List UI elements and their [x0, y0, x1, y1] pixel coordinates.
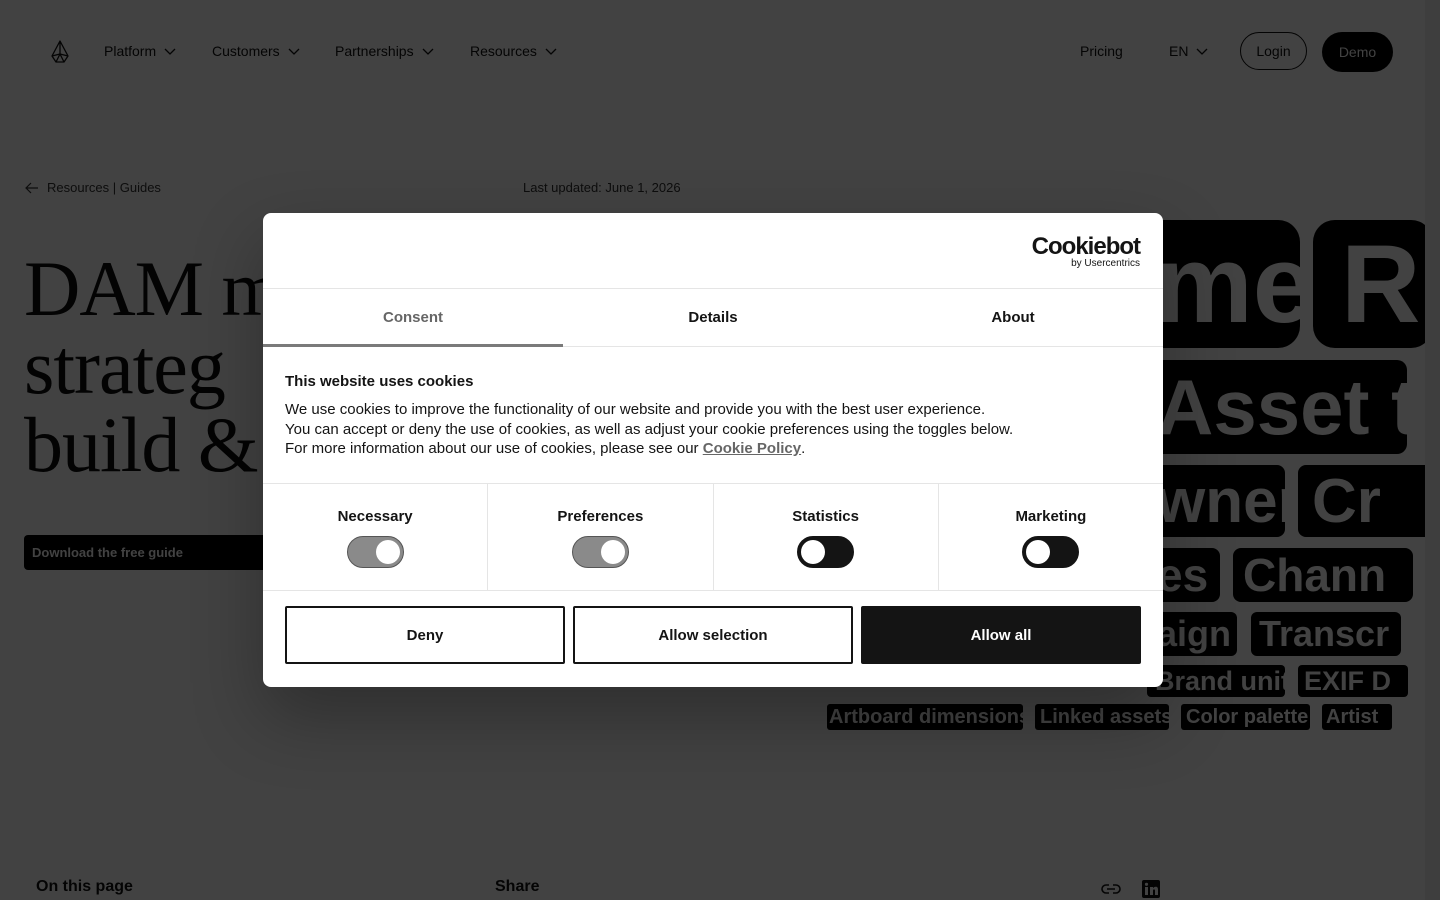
cookiebot-logo[interactable] [1032, 235, 1140, 269]
dialog-actions [263, 591, 1163, 679]
tab-about[interactable]: About [991, 309, 1035, 326]
category-necessary [263, 484, 488, 590]
category-label: Preferences [557, 508, 644, 525]
toggle-knob [801, 540, 825, 564]
tab-details[interactable]: Details [688, 309, 738, 326]
category-statistics [714, 484, 939, 590]
dialog-text [285, 400, 1141, 459]
dialog-heading: This website uses cookies [285, 373, 474, 390]
dialog-text-line: You can accept or deny the use of cookies, as well as adjust your cookie preferences using the toggles below. [285, 420, 1014, 438]
dialog-header [263, 213, 1163, 289]
dialog-body [263, 347, 1163, 484]
cookiebot-logo-sub: by Usercentrics [1071, 258, 1140, 269]
preferences-toggle[interactable] [572, 536, 629, 568]
dialog-text-line: . [801, 440, 806, 457]
dialog-text-line: For more information about our use of cookies, please see our [285, 440, 703, 457]
category-label: Statistics [792, 508, 859, 525]
toggle-knob [376, 540, 400, 564]
category-label: Marketing [1015, 508, 1087, 525]
cookie-policy-link[interactable]: Cookie Policy [702, 440, 802, 457]
cookiebot-logo-brand: Cookiebot [1031, 233, 1140, 260]
dialog-text-line: We use cookies to improve the functionality of our website and provide you with the best user experience. [285, 401, 986, 418]
allow-all-button[interactable]: Allow all [861, 606, 1141, 664]
toggle-knob [1026, 540, 1050, 564]
category-marketing [939, 484, 1163, 590]
cookie-consent-dialog [263, 213, 1163, 687]
marketing-toggle[interactable] [1022, 536, 1079, 568]
toggle-knob [601, 540, 625, 564]
statistics-toggle[interactable] [797, 536, 854, 568]
deny-button[interactable]: Deny [285, 606, 565, 664]
category-preferences [488, 484, 713, 590]
cookie-categories [263, 484, 1163, 591]
dialog-tabs [263, 289, 1163, 347]
category-label: Necessary [337, 508, 413, 525]
tab-consent[interactable]: Consent [263, 289, 563, 346]
allow-selection-button[interactable]: Allow selection [573, 606, 853, 664]
necessary-toggle[interactable] [347, 536, 404, 568]
